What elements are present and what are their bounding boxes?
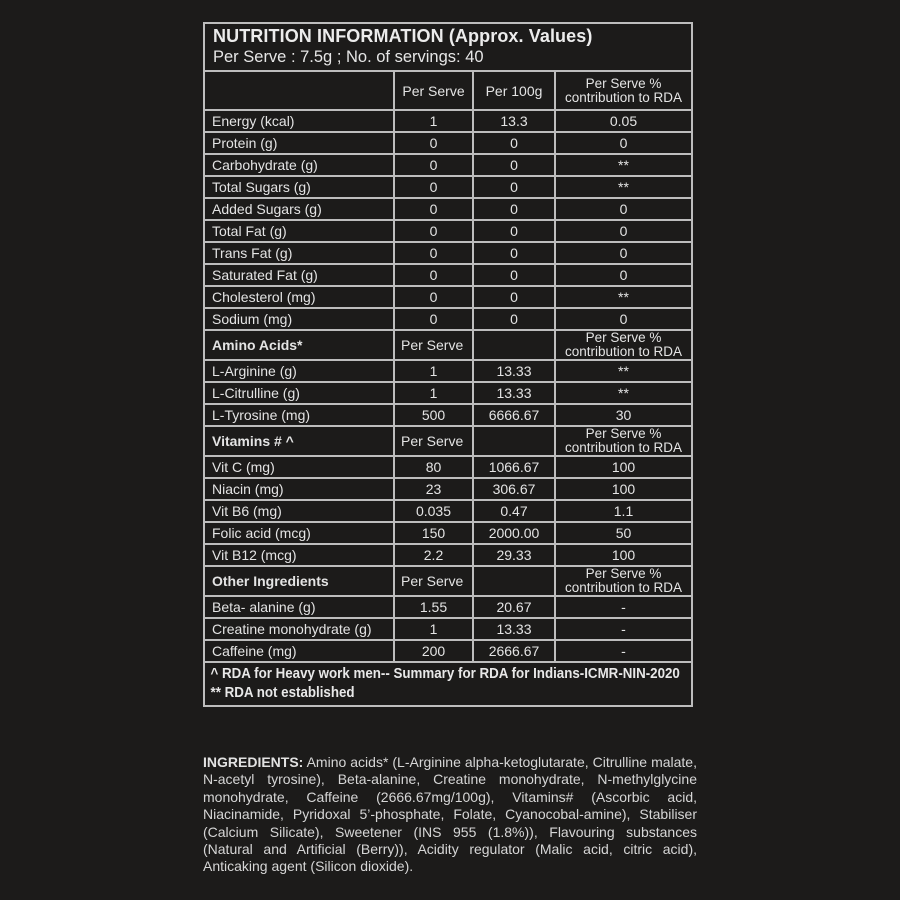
section-heading: Other Ingredients (205, 566, 394, 596)
per-100g-value: 13.33 (473, 382, 555, 404)
rda-value: 0 (555, 198, 691, 220)
empty-header-cell (205, 72, 394, 110)
ingredients-list: Amino acids* (L-Arginine alpha-ketoglutarate, Citrulline malate, N-acetyl tyrosine), Beta-alanine, Creatine monohydrate, N-methylglycine monohydrate, Caffeine (2666.67mg/100g), Vitamins# (Ascorbic acid, Niacinamide, Pyridoxal 5’-phosphate, Folate, Cyanocobal-amine), Stabiliser (Calcium Silicate), Sweetener (INS 955 (1.8%)), Flavouring substances (Natural and Artificial (Berry)), Acidity regulator (Malic acid, citric acid), Anticaking agent (Silicon dioxide). (203, 754, 697, 875)
per-100g-value: 0 (473, 132, 555, 154)
rda-value: 1.1 (555, 500, 691, 522)
per-100g-value: 0 (473, 242, 555, 264)
table-row (205, 478, 691, 500)
nutrient-name: Total Sugars (g) (205, 176, 394, 198)
per-serve-value: 0 (394, 154, 473, 176)
table-row (205, 404, 691, 426)
nutrient-name: Niacin (mg) (205, 478, 394, 500)
per-serve-value: 0 (394, 264, 473, 286)
section-per-serve: Per Serve (394, 566, 473, 596)
per-100g-value: 0 (473, 308, 555, 330)
per-serve-value: 1 (394, 360, 473, 382)
per-serve-value: 0 (394, 242, 473, 264)
table-row (205, 176, 691, 198)
nutrition-table (205, 72, 691, 663)
per-100g-value: 0 (473, 286, 555, 308)
per-serve-value: 80 (394, 456, 473, 478)
table-row (205, 286, 691, 308)
per-serve-value: 23 (394, 478, 473, 500)
per-100g-value: 0 (473, 176, 555, 198)
per-100g-value: 0 (473, 220, 555, 242)
nutrient-name: Total Fat (g) (205, 220, 394, 242)
per-serve-value: 0 (394, 176, 473, 198)
per-serve-value: 0 (394, 220, 473, 242)
table-row (205, 242, 691, 264)
table-row (205, 640, 691, 662)
table-row (205, 618, 691, 640)
per-serve-value: 0 (394, 132, 473, 154)
nutrient-name: Beta- alanine (g) (205, 596, 394, 618)
rda-value: ** (555, 360, 691, 382)
ingredients-text (203, 754, 697, 876)
table-row (205, 500, 691, 522)
section-rda: Per Serve % contribution to RDA (555, 566, 691, 596)
rda-value: 0 (555, 242, 691, 264)
section-per-serve: Per Serve (394, 330, 473, 360)
rda-value: 100 (555, 456, 691, 478)
nutrient-name: Sodium (mg) (205, 308, 394, 330)
rda-value: ** (555, 382, 691, 404)
other-ingredients-section-header (205, 566, 691, 596)
per-100g-value: 0 (473, 154, 555, 176)
nutrient-name: Caffeine (mg) (205, 640, 394, 662)
nutrition-header (205, 24, 691, 72)
nutrient-name: Carbohydrate (g) (205, 154, 394, 176)
nutrient-name: Protein (g) (205, 132, 394, 154)
table-row (205, 220, 691, 242)
per-serve-value: 200 (394, 640, 473, 662)
table-row (205, 522, 691, 544)
rda-value: 0 (555, 264, 691, 286)
per-100g-value: 13.33 (473, 360, 555, 382)
section-rda: Per Serve % contribution to RDA (555, 330, 691, 360)
nutrient-name: Energy (kcal) (205, 110, 394, 132)
footnotes (205, 663, 680, 705)
rda-value: 100 (555, 544, 691, 566)
rda-value: 0.05 (555, 110, 691, 132)
nutrient-name: Creatine monohydrate (g) (205, 618, 394, 640)
table-row (205, 110, 691, 132)
nutrient-name: Vit B6 (mg) (205, 500, 394, 522)
per-100g-value: 0.47 (473, 500, 555, 522)
section-empty-cell (473, 426, 555, 456)
rda-value: ** (555, 176, 691, 198)
rda-value: 0 (555, 220, 691, 242)
per-100g-value: 0 (473, 198, 555, 220)
col-rda-line2: contribution to RDA (564, 89, 683, 105)
section-heading: Vitamins # ^ (205, 426, 394, 456)
per-serve-value: 1 (394, 110, 473, 132)
column-header-row (205, 72, 691, 110)
table-row (205, 360, 691, 382)
per-serve-value: 1 (394, 618, 473, 640)
rda-value: 100 (555, 478, 691, 500)
serving-info: Per Serve : 7.5g ; No. of servings: 40 (213, 48, 484, 66)
nutrient-name: L-Tyrosine (mg) (205, 404, 394, 426)
rda-value: - (555, 596, 691, 618)
table-row (205, 132, 691, 154)
col-rda-line1: Per Serve % (585, 75, 662, 91)
per-100g-value: 1066.67 (473, 456, 555, 478)
table-row (205, 382, 691, 404)
panel-title: NUTRITION INFORMATION (Approx. Values) (213, 26, 593, 46)
footnote-rda-heavy-work: ^ RDA for Heavy work men-- Summary for RDA for Indians-ICMR-NIN-2020 (210, 666, 680, 682)
section-heading: Amino Acids* (205, 330, 394, 360)
per-serve-value: 0 (394, 308, 473, 330)
amino-acids-section-header (205, 330, 691, 360)
table-row (205, 456, 691, 478)
per-100g-value: 13.33 (473, 618, 555, 640)
footnote-rda-not-established: ** RDA not established (210, 685, 355, 701)
per-serve-value: 2.2 (394, 544, 473, 566)
nutrient-name: Vit C (mg) (205, 456, 394, 478)
nutrient-name: Cholesterol (mg) (205, 286, 394, 308)
rda-value: 0 (555, 308, 691, 330)
per-100g-value: 2000.00 (473, 522, 555, 544)
nutrient-name: Vit B12 (mcg) (205, 544, 394, 566)
table-row (205, 596, 691, 618)
col-per-serve: Per Serve (394, 72, 473, 110)
per-100g-value: 29.33 (473, 544, 555, 566)
per-100g-value: 306.67 (473, 478, 555, 500)
rda-value: - (555, 640, 691, 662)
section-per-serve: Per Serve (394, 426, 473, 456)
rda-value: 30 (555, 404, 691, 426)
rda-value: ** (555, 286, 691, 308)
ingredients-label: INGREDIENTS: (203, 754, 304, 770)
table-row (205, 154, 691, 176)
per-100g-value: 2666.67 (473, 640, 555, 662)
per-100g-value: 20.67 (473, 596, 555, 618)
nutrient-name: Folic acid (mcg) (205, 522, 394, 544)
nutrient-name: L-Citrulline (g) (205, 382, 394, 404)
table-row (205, 198, 691, 220)
rda-value: 50 (555, 522, 691, 544)
col-per-100g: Per 100g (473, 72, 555, 110)
nutrient-name: L-Arginine (g) (205, 360, 394, 382)
per-serve-value: 0 (394, 286, 473, 308)
section-rda: Per Serve % contribution to RDA (555, 426, 691, 456)
per-100g-value: 6666.67 (473, 404, 555, 426)
per-serve-value: 1.55 (394, 596, 473, 618)
per-serve-value: 1 (394, 382, 473, 404)
nutrition-panel (203, 22, 693, 707)
per-100g-value: 13.3 (473, 110, 555, 132)
table-row (205, 308, 691, 330)
rda-value: 0 (555, 132, 691, 154)
nutrient-name: Trans Fat (g) (205, 242, 394, 264)
per-serve-value: 500 (394, 404, 473, 426)
vitamins-section-header (205, 426, 691, 456)
section-empty-cell (473, 330, 555, 360)
table-row (205, 264, 691, 286)
per-serve-value: 150 (394, 522, 473, 544)
nutrient-name: Saturated Fat (g) (205, 264, 394, 286)
table-row (205, 544, 691, 566)
per-serve-value: 0.035 (394, 500, 473, 522)
col-rda (555, 72, 691, 110)
rda-value: ** (555, 154, 691, 176)
rda-value: - (555, 618, 691, 640)
per-100g-value: 0 (473, 264, 555, 286)
per-serve-value: 0 (394, 198, 473, 220)
section-empty-cell (473, 566, 555, 596)
nutrient-name: Added Sugars (g) (205, 198, 394, 220)
